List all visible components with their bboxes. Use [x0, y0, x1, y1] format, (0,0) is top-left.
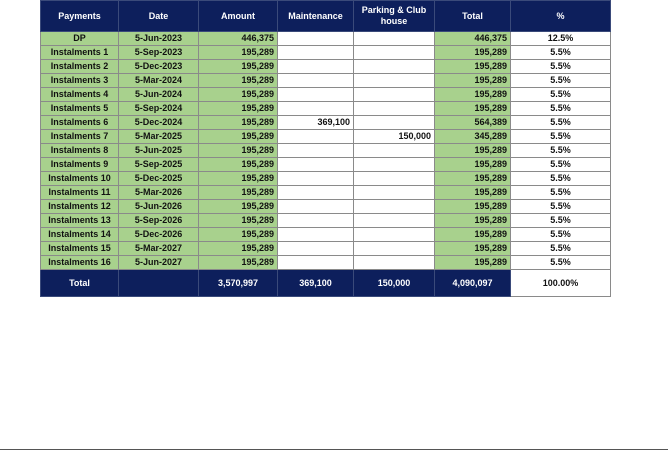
bottom-divider — [0, 449, 668, 450]
table-row — [41, 102, 611, 116]
cell-parking — [354, 102, 435, 116]
header-total: Total — [435, 1, 511, 32]
totals-label: Total — [41, 270, 119, 297]
table-row — [41, 74, 611, 88]
cell-total: 195,289 — [435, 60, 511, 74]
cell-amount: 195,289 — [199, 214, 278, 228]
cell-parking — [354, 60, 435, 74]
cell-payment: Instalments 16 — [41, 256, 119, 270]
cell-percent: 5.5% — [511, 214, 611, 228]
header-amount: Amount — [199, 1, 278, 32]
table-row — [41, 256, 611, 270]
totals-row — [41, 270, 611, 297]
cell-amount: 195,289 — [199, 130, 278, 144]
table-row — [41, 200, 611, 214]
cell-total: 345,289 — [435, 130, 511, 144]
cell-amount: 195,289 — [199, 60, 278, 74]
cell-amount: 195,289 — [199, 144, 278, 158]
totals-parking: 150,000 — [354, 270, 435, 297]
table-row — [41, 214, 611, 228]
cell-maintenance — [278, 200, 354, 214]
cell-date: 5-Sep-2025 — [119, 158, 199, 172]
cell-total: 195,289 — [435, 102, 511, 116]
cell-payment: Instalments 4 — [41, 88, 119, 102]
header-parking-club-house: Parking & Club house — [354, 1, 435, 32]
cell-payment: Instalments 14 — [41, 228, 119, 242]
cell-date: 5-Dec-2024 — [119, 116, 199, 130]
cell-total: 195,289 — [435, 256, 511, 270]
cell-percent: 5.5% — [511, 46, 611, 60]
cell-maintenance — [278, 186, 354, 200]
cell-percent: 5.5% — [511, 88, 611, 102]
cell-amount: 195,289 — [199, 242, 278, 256]
totals-amount: 3,570,997 — [199, 270, 278, 297]
cell-date: 5-Dec-2023 — [119, 60, 199, 74]
cell-amount: 195,289 — [199, 116, 278, 130]
cell-total: 195,289 — [435, 228, 511, 242]
cell-total: 195,289 — [435, 144, 511, 158]
cell-payment: DP — [41, 32, 119, 46]
payment-schedule-sheet — [40, 0, 610, 297]
cell-parking — [354, 74, 435, 88]
cell-date: 5-Sep-2023 — [119, 46, 199, 60]
cell-date: 5-Jun-2026 — [119, 200, 199, 214]
table-row — [41, 228, 611, 242]
cell-maintenance — [278, 214, 354, 228]
totals-total: 4,090,097 — [435, 270, 511, 297]
totals-date — [119, 270, 199, 297]
cell-percent: 5.5% — [511, 60, 611, 74]
cell-maintenance: 369,100 — [278, 116, 354, 130]
cell-maintenance — [278, 102, 354, 116]
cell-payment: Instalments 15 — [41, 242, 119, 256]
cell-payment: Instalments 13 — [41, 214, 119, 228]
cell-date: 5-Jun-2023 — [119, 32, 199, 46]
cell-payment: Instalments 11 — [41, 186, 119, 200]
cell-date: 5-Jun-2024 — [119, 88, 199, 102]
cell-maintenance — [278, 74, 354, 88]
cell-parking — [354, 32, 435, 46]
cell-percent: 5.5% — [511, 102, 611, 116]
cell-parking — [354, 214, 435, 228]
cell-total: 564,389 — [435, 116, 511, 130]
cell-parking — [354, 46, 435, 60]
cell-maintenance — [278, 242, 354, 256]
cell-parking — [354, 200, 435, 214]
cell-maintenance — [278, 46, 354, 60]
cell-percent: 5.5% — [511, 130, 611, 144]
cell-total: 195,289 — [435, 172, 511, 186]
cell-parking — [354, 116, 435, 130]
header-row — [41, 1, 611, 32]
cell-total: 195,289 — [435, 158, 511, 172]
cell-payment: Instalments 3 — [41, 74, 119, 88]
cell-percent: 5.5% — [511, 186, 611, 200]
cell-amount: 195,289 — [199, 256, 278, 270]
table-row — [41, 172, 611, 186]
cell-date: 5-Mar-2027 — [119, 242, 199, 256]
cell-date: 5-Mar-2025 — [119, 130, 199, 144]
totals-maintenance: 369,100 — [278, 270, 354, 297]
cell-payment: Instalments 1 — [41, 46, 119, 60]
table-row — [41, 88, 611, 102]
cell-maintenance — [278, 88, 354, 102]
cell-date: 5-Sep-2024 — [119, 102, 199, 116]
cell-maintenance — [278, 32, 354, 46]
table-row — [41, 46, 611, 60]
cell-parking — [354, 228, 435, 242]
cell-amount: 195,289 — [199, 88, 278, 102]
cell-payment: Instalments 12 — [41, 200, 119, 214]
cell-date: 5-Mar-2024 — [119, 74, 199, 88]
cell-amount: 446,375 — [199, 32, 278, 46]
cell-amount: 195,289 — [199, 228, 278, 242]
cell-payment: Instalments 10 — [41, 172, 119, 186]
payment-schedule-table — [40, 0, 611, 297]
cell-percent: 5.5% — [511, 172, 611, 186]
cell-date: 5-Dec-2025 — [119, 172, 199, 186]
cell-maintenance — [278, 172, 354, 186]
cell-maintenance — [278, 228, 354, 242]
cell-amount: 195,289 — [199, 186, 278, 200]
cell-amount: 195,289 — [199, 74, 278, 88]
cell-total: 195,289 — [435, 88, 511, 102]
cell-percent: 5.5% — [511, 158, 611, 172]
header-date: Date — [119, 1, 199, 32]
table-row — [41, 158, 611, 172]
cell-percent: 5.5% — [511, 74, 611, 88]
cell-maintenance — [278, 130, 354, 144]
cell-amount: 195,289 — [199, 158, 278, 172]
cell-amount: 195,289 — [199, 172, 278, 186]
header-payments: Payments — [41, 1, 119, 32]
cell-parking — [354, 172, 435, 186]
cell-total: 195,289 — [435, 46, 511, 60]
cell-amount: 195,289 — [199, 200, 278, 214]
cell-payment: Instalments 2 — [41, 60, 119, 74]
cell-date: 5-Sep-2026 — [119, 214, 199, 228]
table-row — [41, 116, 611, 130]
cell-percent: 5.5% — [511, 228, 611, 242]
cell-amount: 195,289 — [199, 102, 278, 116]
header-percent: % — [511, 1, 611, 32]
cell-parking — [354, 256, 435, 270]
cell-payment: Instalments 5 — [41, 102, 119, 116]
cell-date: 5-Jun-2027 — [119, 256, 199, 270]
cell-maintenance — [278, 158, 354, 172]
table-row — [41, 144, 611, 158]
table-row — [41, 186, 611, 200]
cell-payment: Instalments 6 — [41, 116, 119, 130]
cell-maintenance — [278, 256, 354, 270]
totals-percent: 100.00% — [511, 270, 611, 297]
cell-percent: 5.5% — [511, 144, 611, 158]
table-row — [41, 60, 611, 74]
cell-total: 195,289 — [435, 200, 511, 214]
cell-payment: Instalments 9 — [41, 158, 119, 172]
cell-parking — [354, 144, 435, 158]
cell-parking: 150,000 — [354, 130, 435, 144]
cell-parking — [354, 88, 435, 102]
cell-percent: 5.5% — [511, 256, 611, 270]
cell-payment: Instalments 7 — [41, 130, 119, 144]
cell-total: 195,289 — [435, 186, 511, 200]
cell-percent: 5.5% — [511, 200, 611, 214]
cell-payment: Instalments 8 — [41, 144, 119, 158]
cell-date: 5-Jun-2025 — [119, 144, 199, 158]
table-row — [41, 32, 611, 46]
header-maintenance: Maintenance — [278, 1, 354, 32]
cell-total: 195,289 — [435, 242, 511, 256]
cell-percent: 5.5% — [511, 116, 611, 130]
cell-amount: 195,289 — [199, 46, 278, 60]
cell-percent: 5.5% — [511, 242, 611, 256]
cell-date: 5-Dec-2026 — [119, 228, 199, 242]
cell-parking — [354, 242, 435, 256]
cell-date: 5-Mar-2026 — [119, 186, 199, 200]
cell-percent: 12.5% — [511, 32, 611, 46]
cell-maintenance — [278, 144, 354, 158]
cell-total: 195,289 — [435, 214, 511, 228]
cell-maintenance — [278, 60, 354, 74]
cell-parking — [354, 158, 435, 172]
cell-total: 195,289 — [435, 74, 511, 88]
table-row — [41, 130, 611, 144]
cell-total: 446,375 — [435, 32, 511, 46]
table-row — [41, 242, 611, 256]
cell-parking — [354, 186, 435, 200]
